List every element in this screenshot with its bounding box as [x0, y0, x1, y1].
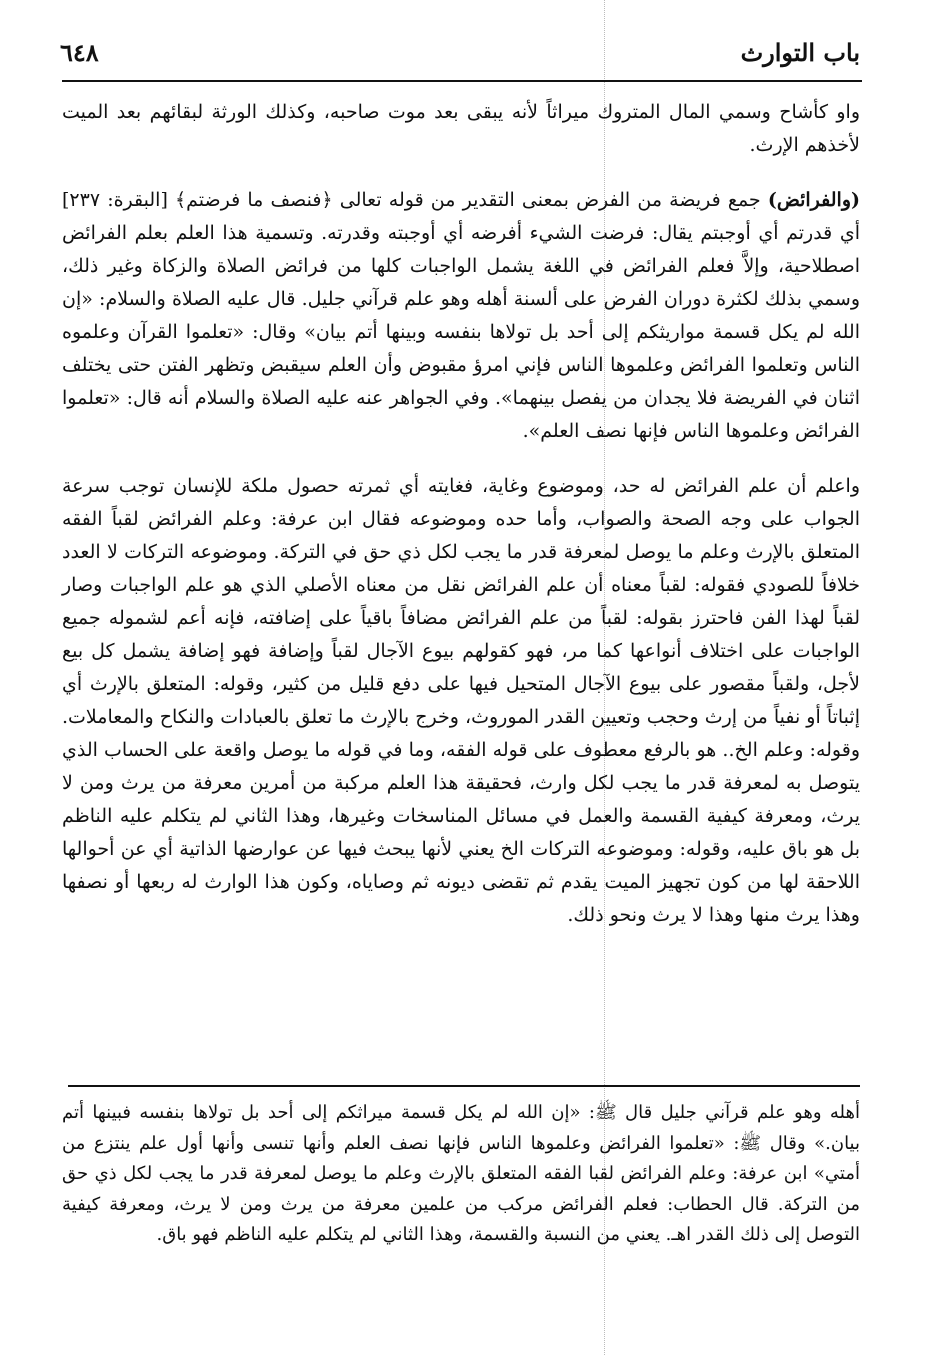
- page-number: ٦٤٨: [60, 38, 99, 67]
- paragraph-3: واعلم أن علم الفرائض له حد، وموضوع وغاية، فغايته أي ثمرته حصول ملكة للإنسان توجب سرعة الجواب على وجه الصحة والصواب، وأما حده وموضوعه فقال ابن عرفة: وعلم الفرائض لقباً الفقه المتعلق بالإرث وعلم ما يوصل لمعرفة قدر ما يجب لكل ذي حق في التركة. وموضوعه التركات لا العدد خلافاً للصودي فقوله: لقباً معناه أن علم الفرائض نقل من معناه الأصلي الذي هو علم الواجبات وصار لقباً لهذا الفن فاحترز بقوله: لقباً من علم الفرائض مضافاً باقياً على إضافته، فإنه أعم لشموله جميع الواجبات على اختلاف أنواعها كما مر، فهو كقولهم بيوع الآجال لقباً وإضافة فهو إضافة يشمل كل بيع لأجل، ولقباً مقصور على بيوع الآجال المتحيل فيها على دفع قليل من كثير، وقوله: المتعلق بالإرث أي إثباتاً أو نفياً من إرث وحجب وتعيين القدر الموروث، وخرج بالإرث ما تعلق بالعبادات والنكاح والمعاملات. وقوله: وعلم الخ.. هو بالرفع معطوف على قوله الفقه، وما في قوله ما يوصل واقعة على الحساب الذي يتوصل به لمعرفة قدر ما يجب لكل وارث، فحقيقة هذا العلم مركبة من أمرين معرفة من يرث ومن لا يرث، ومعرفة كيفية القسمة والعمل في مسائل المناسخات وغيرها، وهذا الثاني لم يتكلم عليه الناظم بل هو باق عليه، وقوله: وموضوعه التركات الخ يعني لأنها يبحث فيها عن عوارضها الذاتية أي عن أحوالها اللاحقة لها من كون تجهيز الميت يقدم ثم تقضى ديونه ثم وصاياه، وكون هذا الوارث له ربعها أو نصفها وهذا يرث منها وهذا لا يرث ونحو ذلك.: [62, 475, 860, 926]
- term-heading: (والفرائض): [767, 189, 860, 211]
- footnote: [62, 1098, 860, 1251]
- chapter-title: باب التوارث: [740, 38, 860, 67]
- main-text: [62, 96, 860, 954]
- paragraph-2: [62, 184, 860, 448]
- footnote-text: أهله وهو علم قرآني جليل قال ﷺ: «إن الله لم يكل قسمة ميراثكم إلى أحد بل تولاها بنفسه فبينها أتم بيان.» وقال ﷺ: «تعلموا الفرائض وعلموها الناس فإنها نصف العلم وأنها تنسى وأنها أول علم ينتزع من أمتي» ابن عرفة: وعلم الفرائض لقبا الفقه المتعلق بالإرث وعلم ما يوصل لمعرفة قدر ما يجب لكل ذي حق من التركة. قال الحطاب: فعلم الفرائض مركب من علمين معرفة من يرث ومن لا يرث، ومعرفة كيفية التوصل إلى ذلك القدر اهـ. يعني من النسبة والقسمة، وهذا الثاني لم يتكلم عليه الناظم فهو باق.: [62, 1102, 860, 1245]
- paragraph-2-text: جمع فريضة من الفرض بمعنى التقدير من قوله تعالى ﴿فنصف ما فرضتم﴾ [البقرة: ٢٣٧] أي قدرتم أي أوجبتم يقال: فرضت الشيء أفرضه أي أوجبته وقدرته. وتسمية هذا العلم بعلم الفرائض اصطلاحية، وإلاَّ فعلم الفرائض في اللغة يشمل الواجبات كلها من فرائض الصلاة والزكاة وغير ذلك، وسمي بذلك لكثرة دوران الفرض على ألسنة أهله وهو علم قرآني جليل. قال عليه الصلاة والسلام: «إن الله لم يكل قسمة مواريثكم إلى أحد بل تولاها بنفسه وبينها أتم بيان» وقال: «تعلموا القرآن وعلموه الناس وتعلموا الفرائض وعلموها الناس فإني امرؤ مقبوض وأن العلم سيقبض وتظهر الفتن حتى يختلف اثنان في الفريضة فلا يجدان من يفصل بينهما». وفي الجواهر عنه عليه الصلاة والسلام أنه قال: «تعلموا الفرائض وعلموها الناس فإنها نصف العلم».: [62, 189, 860, 442]
- running-header: [60, 30, 860, 74]
- header-divider: [62, 80, 862, 82]
- footnote-divider: [68, 1085, 860, 1087]
- paragraph-1: واو كأشاح وسمي المال المتروك ميراثاً لأنه يبقى بعد موت صاحبه، وكذلك الورثة لبقائهم بعد الميت لأخذهم الإرث.: [62, 101, 860, 156]
